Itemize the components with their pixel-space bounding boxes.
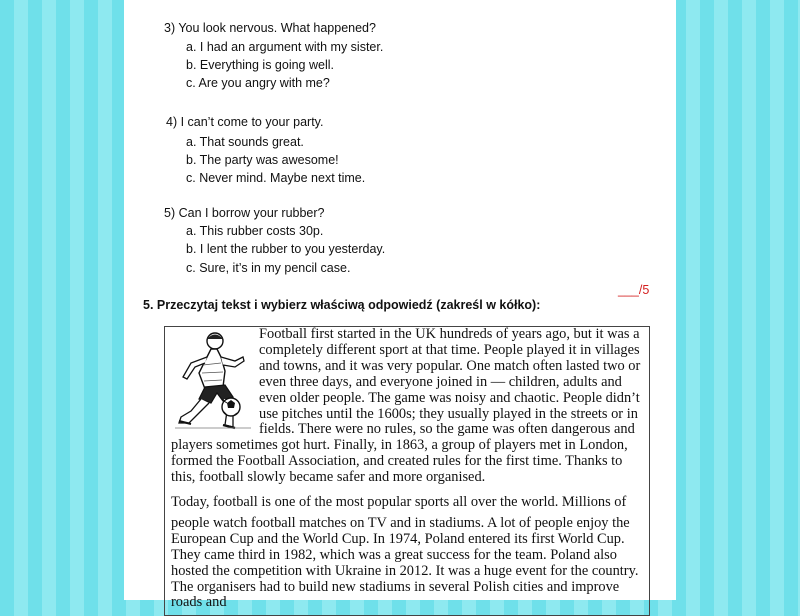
question-5-option-c: c. Sure, it’s in my pencil case. bbox=[186, 261, 351, 275]
worksheet-page bbox=[124, 0, 676, 611]
question-5-option-b: b. I lent the rubber to you yesterday. bbox=[186, 242, 386, 256]
question-4-option-c: c. Never mind. Maybe next time. bbox=[186, 171, 366, 185]
football-player-icon bbox=[171, 327, 255, 433]
question-4-option-a: a. That sounds great. bbox=[186, 135, 304, 149]
paragraph-2-first-line: Today, football is one of the most popular sports all over the world. Millions of bbox=[171, 494, 627, 510]
paragraph-1: Football first started in the UK hundreds of years ago, but it was a completely different sport at that time. People played it in villages and towns, and it was very popular. One match often lasted two or even three days, and everyone joined in — children, adults and even older people. The game was noisy and chaotic. People didn’t use pitches until the 1600s; they usually played in the streets or in fields. There were no rules, so the game was often dangerous and players sometimes got hurt. Finally, in 1863, a group of players met in London, formed the Football Association, and created rules for the first time. Thanks to this, football slowly became safer and more organised. bbox=[171, 326, 641, 486]
question-3-option-a: a. I had an argument with my sister. bbox=[186, 40, 384, 54]
question-3-option-b: b. Everything is going well. bbox=[186, 58, 334, 72]
question-3: 3) You look nervous. What happened? bbox=[164, 21, 376, 35]
score-field: ___/5 bbox=[618, 283, 650, 297]
question-5: 5) Can I borrow your rubber? bbox=[164, 206, 325, 220]
question-3-option-c: c. Are you angry with me? bbox=[186, 76, 330, 90]
reading-text-box bbox=[164, 326, 650, 616]
question-4-option-b: b. The party was awesome! bbox=[186, 153, 339, 167]
question-5-option-a: a. This rubber costs 30p. bbox=[186, 224, 324, 238]
section-5-heading: 5. Przeczytaj tekst i wybierz właściwą odpowiedź (zakreśl w kółko): bbox=[143, 298, 541, 312]
paragraph-2: people watch football matches on TV and in stadiums. A lot of people enjoy the European Cup and the World Cup. In 1974, Poland entered its first World Cup. They came third in 1982, which was a great success for the team. Poland also hosted the competition with Ukraine in 2012. It was a huge event for the country. The organisers had to build new stadiums in several Polish cities and improve roads and bbox=[171, 514, 639, 611]
question-4: 4) I can’t come to your party. bbox=[166, 115, 324, 129]
